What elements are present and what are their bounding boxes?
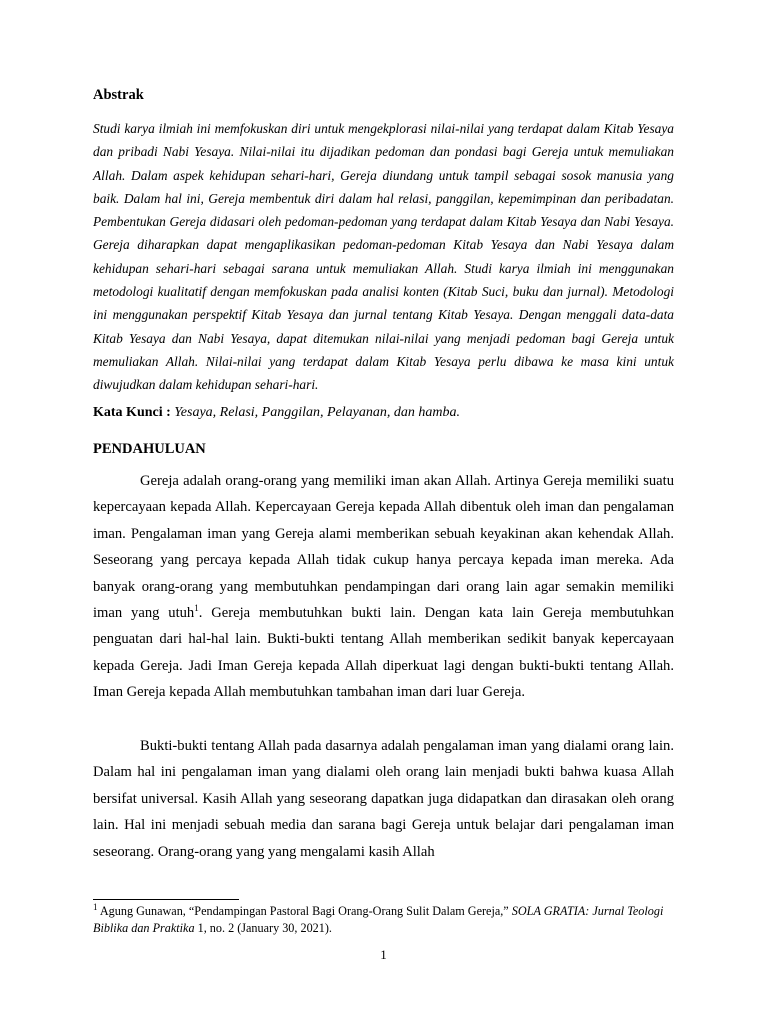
paragraph-1-text-a: Gereja adalah orang-orang yang memiliki iman akan Allah. Artinya Gereja memiliki suatu kepercayaan kepada Allah. Kepercayaan Gereja kepada Allah dibentuk oleh iman dan pengalaman iman. Pengalaman iman yang Gereja alami memberikan sebuah keyakinan akan kehendak Allah. Seseorang yang percaya kepada Allah tidak cukup hanya percaya kepada iman mereka. Ada banyak orang-orang yang membutuhkan pendampingan dari orang lain agar semakin memiliki iman yang utuh [93, 473, 674, 622]
keywords-line [93, 405, 460, 421]
footnote-details: 1, no. 2 (January 30, 2021). [194, 921, 332, 935]
keywords-label: Kata Kunci : [93, 405, 171, 420]
introduction-heading: PENDAHULUAN [93, 441, 206, 457]
introduction-paragraph-1 [93, 468, 674, 706]
footnote-journal: SOLA GRATIA: Jurnal Teologi Biblika dan Praktika [93, 904, 664, 935]
paragraph-1-text-b: . Gereja membutuhkan bukti lain. Dengan kata lain Gereja membutuhkan penguatan dari hal-hal lain. Bukti-bukti tentang Allah memberikan sedikit banyak kepercayaan kepada Gereja. Jadi Iman Gereja kepada Allah diperkuat lagi dengan bukti-bukti tentang Allah. Iman Gereja kepada Allah membutuhkan tambahan iman dari luar Gereja. [93, 605, 674, 701]
abstract-heading: Abstrak [93, 87, 144, 103]
footnote-separator [93, 899, 239, 900]
page-number: 1 [380, 947, 387, 962]
abstract-body: Studi karya ilmiah ini memfokuskan diri untuk mengekplorasi nilai-nilai yang terdapat dalam Kitab Yesaya dan pribadi Nabi Yesaya. Nilai-nilai itu dijadikan pedoman dan pondasi bagi Gereja untuk memuliakan Allah. Dalam aspek kehidupan sehari-hari, Gereja diundang untuk tampil sebagai sosok manusia yang baik. Dalam hal ini, Gereja membentuk diri dalam hal relasi, panggilan, kepemimpinan dan peribadatan. Pembentukan Gereja didasari oleh pedoman-pedoman yang terdapat dalam Kitab Yesaya dan Nabi Yesaya. Gereja diharapkan dapat mengaplikasikan pedoman-pedoman Kitab Yesaya dan Nabi Yesaya dalam kehidupan sehari-hari sebagai sarana untuk memuliakan Allah. Studi karya ilmiah ini menggunakan metodologi kualitatif dengan memfokuskan pada analisi konten (Kitab Suci, buku dan jurnal). Metodologi ini menggunakan perspektif Kitab Yesaya dan jurnal tentang Kitab Yesaya. Dengan menggali data-data Kitab Yesaya dan Nabi Yesaya, dapat ditemukan nilai-nilai yang menjadi pedoman bagi Gereja untuk memuliakan Allah. Nilai-nilai yang terdapat dalam Kitab Yesaya perlu dibawa ke masa kini untuk diwujudkan dalam kehidupan sehari-hari. [93, 121, 674, 393]
footnote-text: Agung Gunawan, “Pendampingan Pastoral Bagi Orang-Orang Sulit Dalam Gereja,” [97, 904, 512, 918]
footnote-marker: 1 [93, 901, 98, 912]
introduction-paragraph-2 [93, 733, 674, 865]
footnote-reference[interactable]: 1 [194, 603, 199, 614]
footnote [93, 903, 674, 937]
paragraph-2-text: Bukti-bukti tentang Allah pada dasarnya adalah pengalaman iman yang dialami orang lain. Dalam hal ini pengalaman iman yang dialami oleh orang lain menjadi bukti bahwa kuasa Allah bersifat universal. Kasih Allah yang seseorang dapatkan juga didapatkan dan dirasakan oleh orang lain. Hal ini menjadi sebuah media dan sarana bagi Gereja untuk belajar dari pengalaman iman seseorang. Orang-orang yang yang mengalami kasih Allah [93, 738, 674, 860]
keywords-value: Yesaya, Relasi, Panggilan, Pelayanan, dan hamba. [174, 405, 460, 420]
